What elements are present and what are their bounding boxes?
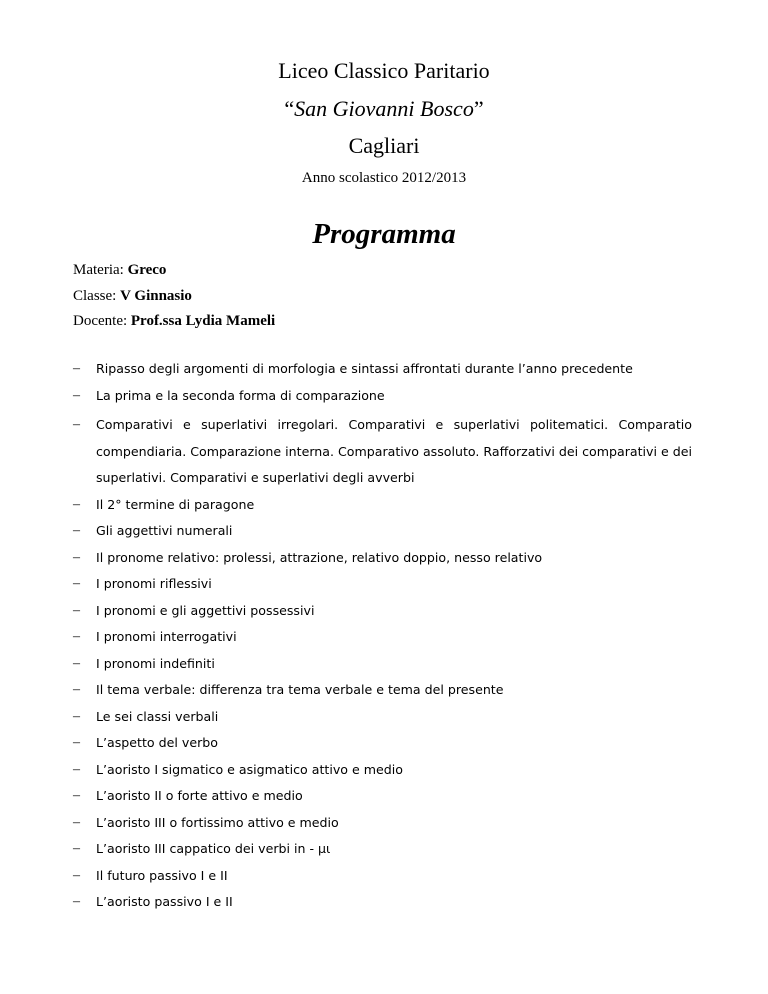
class-line: [73, 288, 192, 305]
dash-bullet: –: [73, 417, 80, 432]
dash-bullet: –: [73, 629, 80, 644]
list-item-text: L’aoristo passivo I e II: [96, 894, 233, 909]
dash-bullet: –: [73, 735, 80, 750]
list-item-text: L’aoristo III o fortissimo attivo e medio: [96, 814, 339, 830]
list-item-text: I pronomi riflessivi: [96, 576, 212, 591]
list-item: [0, 598, 768, 625]
list-item-text: Il tema verbale: differenza tra tema verbale e tema del presente: [96, 682, 504, 697]
list-item: [0, 651, 768, 678]
teacher-label: Docente:: [73, 313, 128, 329]
list-item: [0, 783, 768, 810]
dash-bullet: –: [73, 894, 80, 909]
list-item: [0, 889, 768, 916]
list-item-text: L’aoristo I sigmatico e asigmatico attivo e medio: [96, 761, 403, 777]
school-heading: Liceo Classico Paritario: [278, 58, 490, 83]
list-item: [0, 757, 768, 784]
list-item-text: Ripasso degli argomenti di morfologia e sintassi affrontati durante l’anno precedente: [96, 361, 633, 376]
list-item: [0, 412, 768, 492]
dash-bullet: –: [73, 841, 80, 856]
dash-bullet: –: [73, 496, 80, 512]
list-item: [0, 863, 768, 890]
dash-bullet: –: [73, 814, 80, 830]
list-item-text: I pronomi e gli aggettivi possessivi: [96, 602, 315, 618]
school-year: Anno scolastico 2012/2013: [301, 170, 467, 186]
subject-label: Materia:: [73, 262, 124, 278]
document-title: Programma: [312, 218, 456, 250]
teacher-line: [73, 313, 275, 330]
dash-bullet: –: [73, 788, 80, 803]
list-item: [0, 492, 768, 519]
list-item-text: L’aoristo II o forte attivo e medio: [96, 788, 303, 803]
dash-bullet: –: [73, 361, 80, 376]
subject-value: Greco: [127, 262, 167, 278]
list-item: [0, 571, 768, 598]
list-item: [0, 518, 768, 545]
dash-bullet: –: [73, 576, 80, 591]
dash-bullet: –: [73, 867, 80, 883]
teacher-value: Prof.ssa Lydia Mameli: [130, 313, 276, 329]
list-item: [0, 704, 768, 731]
school-city: Cagliari: [348, 133, 420, 158]
list-item: [0, 356, 768, 383]
dash-bullet: –: [73, 708, 80, 724]
subject-line: [73, 262, 166, 279]
dash-bullet: –: [73, 387, 80, 403]
dash-bullet: –: [73, 655, 80, 671]
dash-bullet: –: [73, 682, 80, 697]
list-item: [0, 810, 768, 837]
list-item-text: I pronomi interrogativi: [96, 629, 237, 644]
open-quote: “: [284, 96, 295, 121]
dash-bullet: –: [73, 523, 80, 538]
dash-bullet: –: [73, 602, 80, 618]
class-label: Classe:: [73, 288, 117, 304]
list-item-text: Il 2° termine di paragone: [96, 496, 255, 512]
topics-list: [0, 356, 768, 916]
class-value: V Ginnasio: [120, 288, 192, 304]
list-item-text: La prima e la seconda forma di comparazione: [96, 387, 385, 403]
school-name: [0, 96, 768, 122]
list-item: [0, 545, 768, 572]
dash-bullet: –: [73, 761, 80, 777]
list-item-text: Gli aggettivi numerali: [96, 523, 233, 538]
list-item: [0, 624, 768, 651]
list-item: [0, 677, 768, 704]
close-quote: ”: [473, 96, 484, 121]
list-item-text: L’aspetto del verbo: [96, 735, 218, 750]
list-item-text: Il pronome relativo: prolessi, attrazione, relativo doppio, nesso relativo: [96, 549, 543, 565]
list-item-text: I pronomi indefiniti: [96, 655, 215, 671]
list-item-text: Il futuro passivo I e II: [96, 867, 228, 883]
list-item: [0, 730, 768, 757]
list-item-text: Comparativi e superlativi irregolari. Comparativi e superlativi politematici. Comparatio compendiaria. Comparazione interna. Comparativo assoluto. Rafforzativi dei comparativi e dei superlativi. Comparativi e superlativi degli avverbi: [96, 417, 693, 485]
list-item: [0, 383, 768, 410]
list-item: [0, 836, 768, 863]
list-item-text: L’aoristo III cappatico dei verbi in - μι: [96, 841, 331, 856]
dash-bullet: –: [73, 549, 80, 565]
list-item-text: Le sei classi verbali: [96, 708, 219, 724]
school-name-text: San Giovanni Bosco: [294, 96, 474, 121]
